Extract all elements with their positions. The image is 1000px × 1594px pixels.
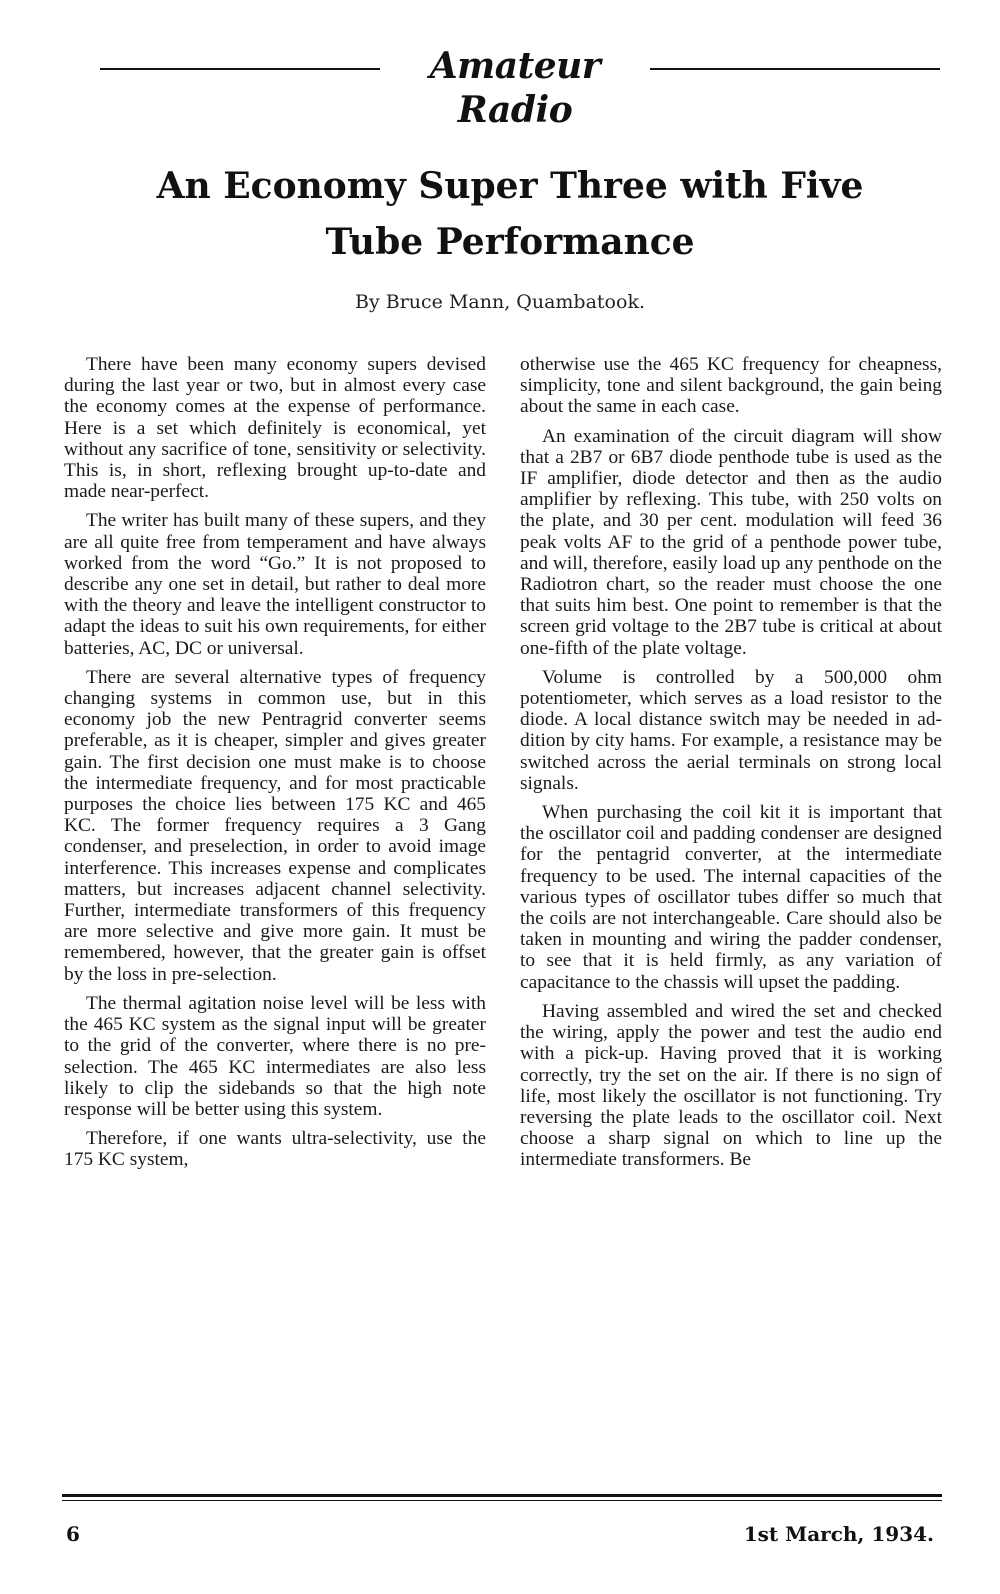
paragraph: There are several alternative types of frequency changing systems in common use, but in this economy job the new Pentragrid converter seems preferable, as it is cheaper, simpler and gives greater gain. The first decision one must make is to choose the intermediate frequency, and for most practicable purposes the choice lies between 175 KC and 465 KC. The former frequency requires a 3 Gang condenser, and preselection, in order to avoid image interference. This increases expense and complicates matters, but increases adjacent channel selectivity. Further, intermediate transformers of this frequency are more selective and give more gain. It must be remembered, however, that the greater gain is offset by the loss in pre-selection. xyxy=(64,666,486,985)
paragraph: Volume is controlled by a 500,000 ohm potentiometer, which serves as a load resistor to the diode. A local distance switch may be needed in addition by city hams. For example, a resistance may be switched across the aerial terminals on strong local signals. xyxy=(520,666,942,794)
paragraph: Therefore, if one wants ultra-selectivity, use the 175 KC system, xyxy=(64,1128,486,1171)
paragraph: Having assembled and wired the set and checked the wiring, apply the power and test the audio end with a pick-up. Having proved that it is working correctly, try the set on the air. If there is no sign of life, most likely the oscillator is not functioning. Try reversing the plate leads to the oscillator coil. Next choose a sharp signal on which to line up the intermediate transformers. Be xyxy=(520,1000,942,1171)
footer-rule-thin xyxy=(62,1500,942,1501)
paragraph: There have been many economy supers devised during the last year or two, but in almost every case the economy comes at the expense of performance. Here is a set which definitely is economical, yet without any sacrifice of tone, sensitivity or selectivity. This is, in short, reflexing brought up-to-date and made near-perfect. xyxy=(64,354,486,503)
paragraph: The writer has built many of these supers, and they are all quite free from temperament and have always worked from the word “Go.” It is not proposed to describe any one set in detail, but rather to deal more with the theory and leave the intelligent constructor to adapt the ideas to suit his own requirements, for either batteries, AC, DC or universal. xyxy=(64,510,486,659)
paragraph-continued: otherwise use the 465 KC frequency for cheapness, simplicity, tone and silent background, the gain being about the same in each case. xyxy=(520,354,942,418)
left-column xyxy=(64,354,486,1179)
right-column xyxy=(520,354,942,1179)
masthead-rule-left xyxy=(100,68,380,70)
paragraph: When purchasing the coil kit it is important that the oscillator coil and padding condenser are designed for the pentagrid converter, at the intermediate frequency to be used. The internal capacities of the various types of oscillator tubes differ so much that the coils are not interchangeable. Care should also be taken in mounting and wiring the padder condenser, to see that it is held firmly, as any variation of capacitance to the chassis will upset the padding. xyxy=(520,802,942,993)
article-title: An Economy Super Three with Five Tube Performance xyxy=(156,165,864,263)
footer-rule xyxy=(62,1494,942,1497)
paragraph: An examination of the circuit diagram will show that a 2B7 or 6B7 diode penthode tube is used as the IF amplifier, diode detector and then as the audio amplifier by reflexing. This tube, with 250 volts on the plate, and 30 per cent. modulation will feed 36 peak volts AF to the grid of a penthode power tube, and will, therefore, easily load up any penthode on the Radiotron chart, so the reader must choose the one that suits him best. One point to remember is that the screen grid voltage to the 2B7 tube is critical at about one-fifth of the plate voltage. xyxy=(520,425,942,659)
page-number: 6 xyxy=(66,1522,80,1546)
masthead xyxy=(100,44,940,131)
paragraph: The thermal agitation noise level will be less with the 465 KC system as the signal input will be greater to the grid of the converter, where there is no pre-selection. The 465 KC intermediates are also less likely to clip the sidebands so that the high note response will be better using this system. xyxy=(64,992,486,1120)
article-byline: By Bruce Mann, Quambatook. xyxy=(355,291,645,313)
masthead-rule-right xyxy=(650,68,940,70)
issue-date: 1st March, 1934. xyxy=(743,1522,934,1546)
masthead-title: Amateur Radio xyxy=(429,45,601,131)
